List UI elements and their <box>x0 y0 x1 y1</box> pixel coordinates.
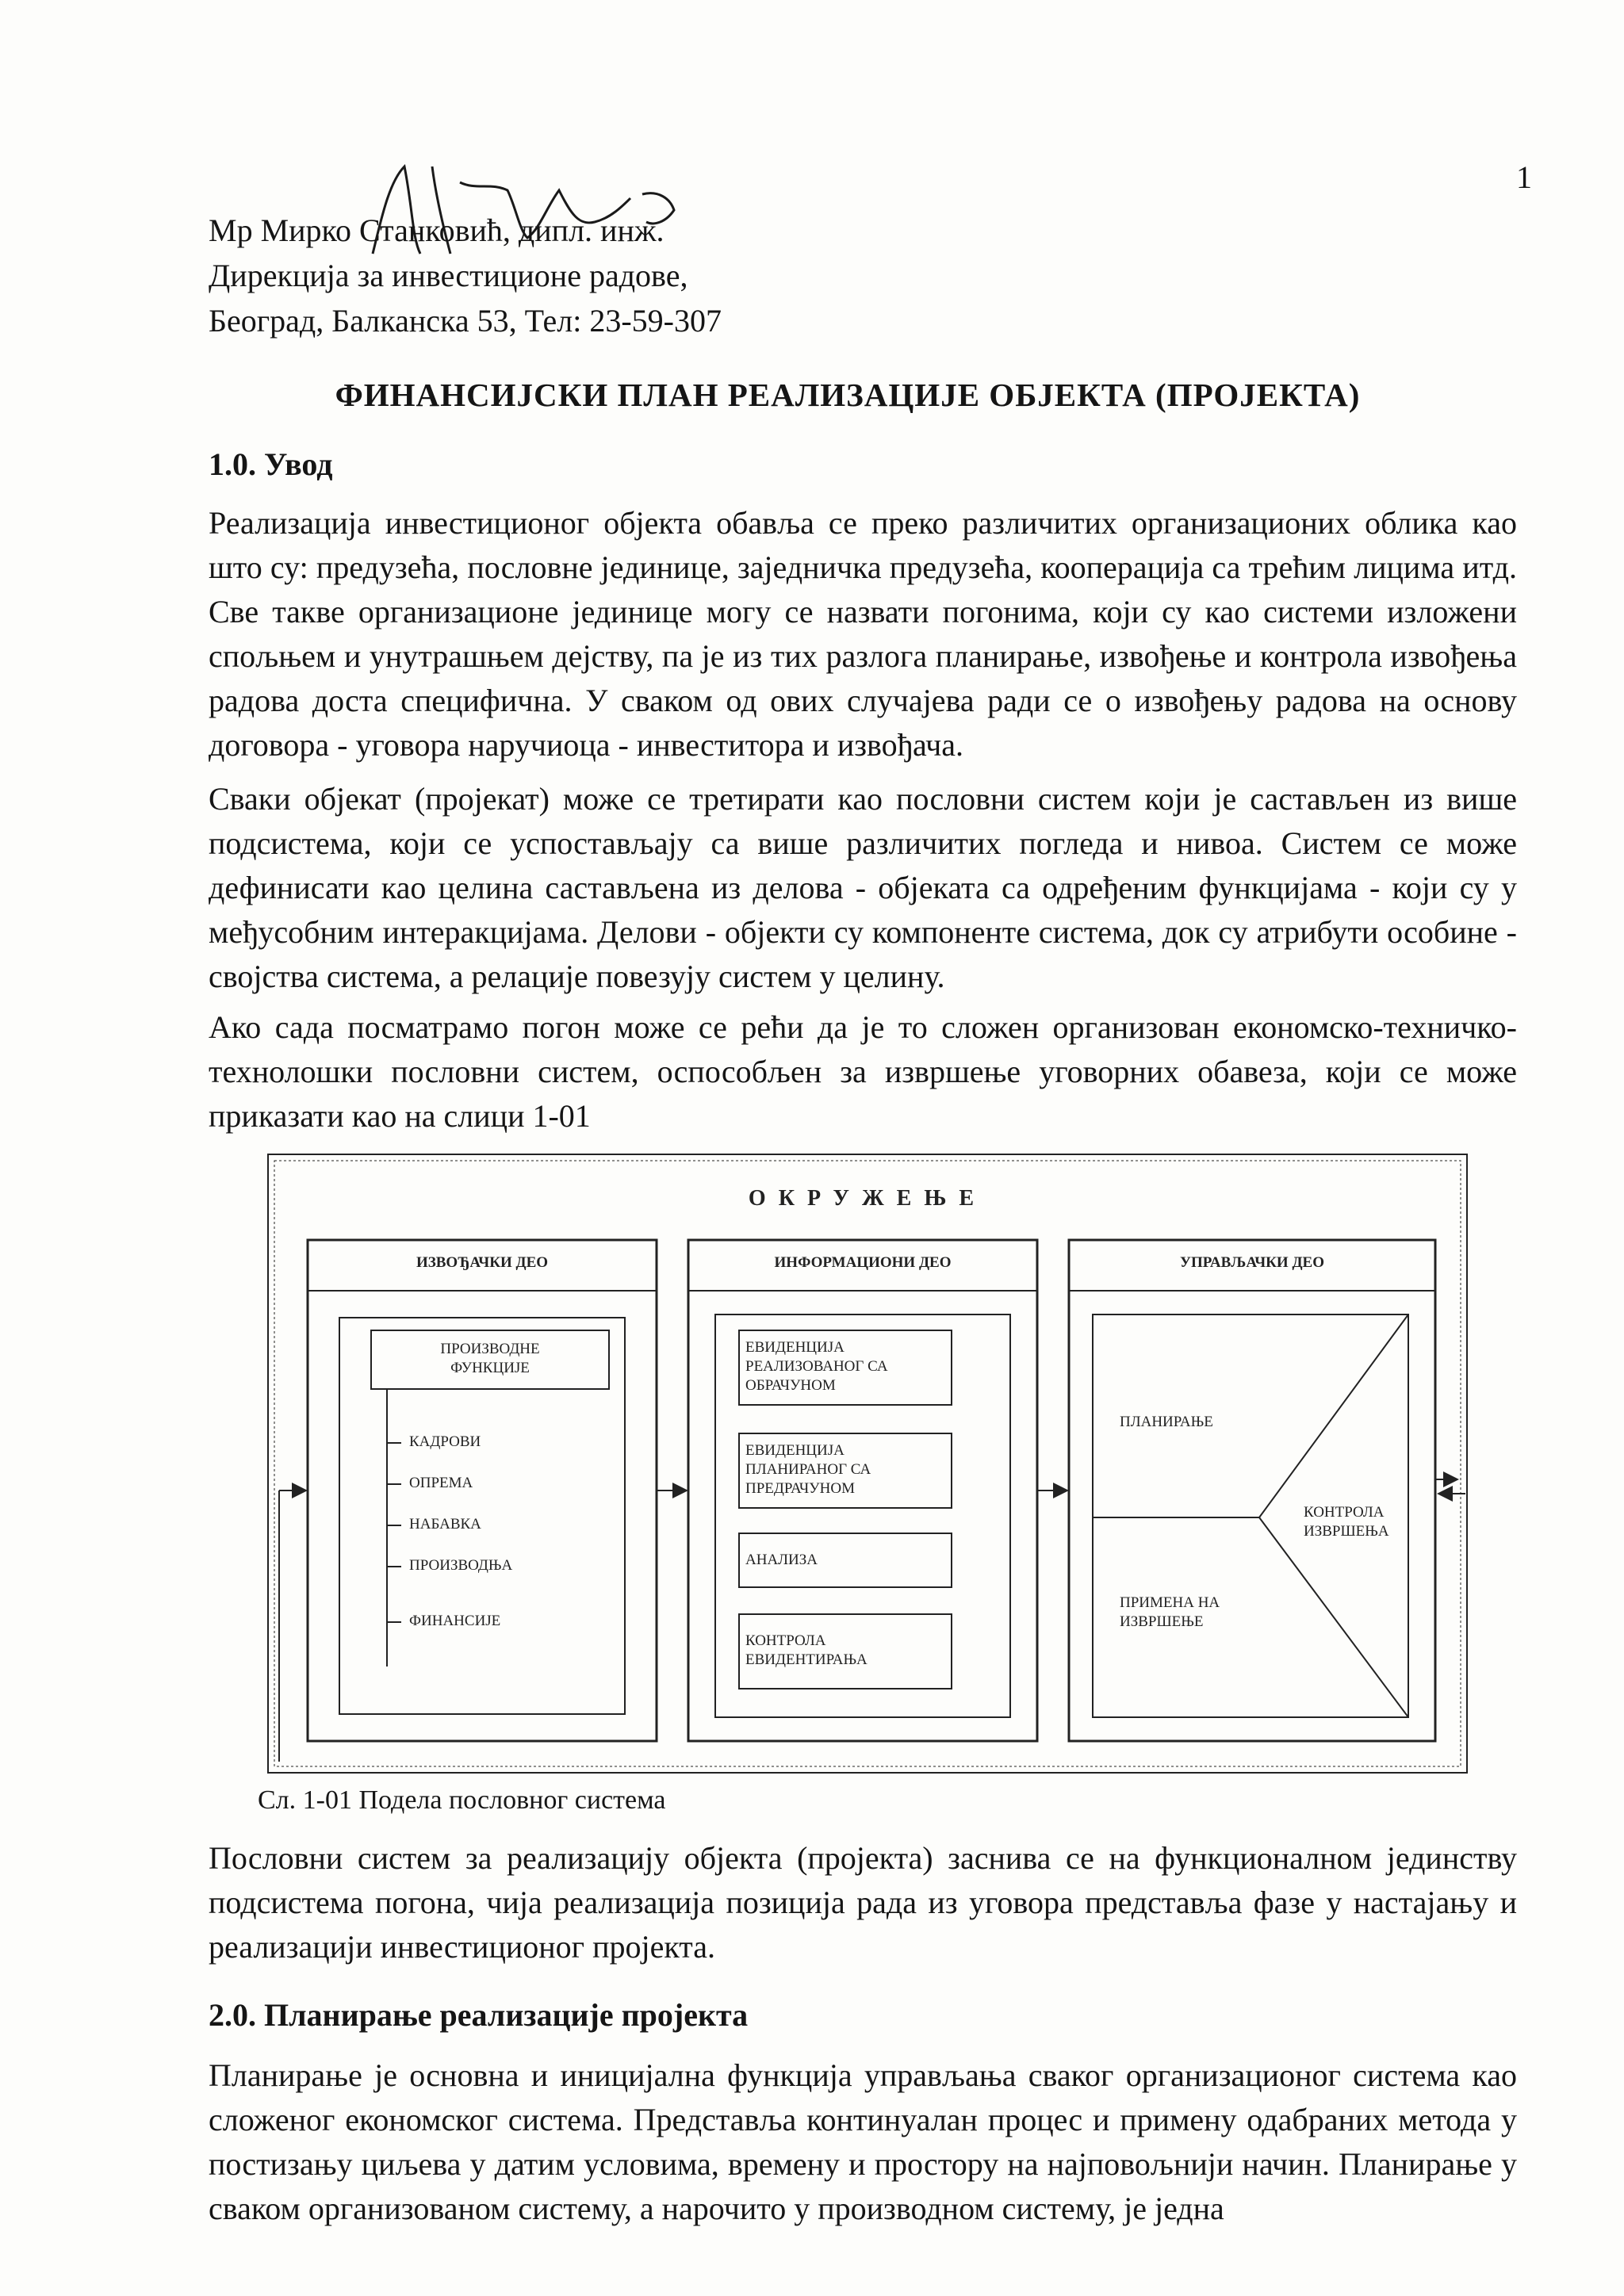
diagram-col3-title: УПРАВЉАЧКИ ДЕО <box>1180 1254 1324 1271</box>
diagram-planning: ПЛАНИРАЊЕ <box>1120 1414 1213 1430</box>
author-block <box>209 208 722 343</box>
diagram-box-control-records: КОНТРОЛА ЕВИДЕНТИРАЊА <box>745 1632 868 1668</box>
diagram-box-analysis: АНАЛИЗА <box>745 1552 818 1568</box>
paragraph-intro-1: Реализација инвестиционог објекта обавља се преко различитих организационих облика као што су: предузећа, пословне јединице, заједничка предузећа, кооперација са трећим лицима итд. Све такве организационе јединице могу се назвати погонима, који су као системи изложени спољњем и унутрашњем дејству, па је из тих разлога планирање, извођење и контрола извођења радова доста специфична. У сваком од ових случајева ради се о извођењу радова на основу договора - уговора наручиоца - инвеститора и извођача. <box>209 505 1517 763</box>
author-address: Београд, Балканска 53, Тел: 23-59-307 <box>209 303 722 339</box>
author-name: Мр Мирко Станковић, дипл. инж. <box>209 212 665 248</box>
paragraph-business-system: Пословни систем за реализацију објекта (пројекта) заснива се на функционалном јединству подсистема погона, чија реализација позиција рада из уговора представља фазе у настајању и реализацији инвестиционог пројекта. <box>209 1840 1517 1965</box>
diagram-box-realized: ЕВИДЕНЦИЈА РЕАЛИЗОВАНОГ СА ОБРАЧУНОМ <box>745 1339 888 1394</box>
business-system-diagram <box>260 1151 1475 1782</box>
section-heading-intro: 1.0. Увод <box>209 446 333 482</box>
diagram-col1-title: ИЗВОЂАЧКИ ДЕО <box>416 1254 549 1271</box>
section-heading-planning: 2.0. Планирање реализације пројекта <box>209 1997 749 2033</box>
paragraph-intro-3: Ако сада посматрамо погон може се рећи да је то сложен организован економско-техничко-технолошки пословни систем, оспособљен за извршење уговорних обавеза, који се може приказати као на слици 1-01 <box>209 1009 1517 1134</box>
paragraph-planning-1: Планирање је основна и иницијална функција управљања сваког организационог система као сложеног економског система. Представља континуалан процес и примену одабраних метода у постизању циљева у датим условима, времену и простору на најповољнији начин. Планирање у сваком организованом систему, а нарочито у производном систему, је једна <box>209 2057 1517 2226</box>
figure-caption: Сл. 1-01 Подела пословног система <box>258 1785 666 1815</box>
page-title: ФИНАНСИЈСКИ ПЛАН РЕАЛИЗАЦИЈЕ ОБЈЕКТА (ПРОЈЕКТА) <box>335 377 1361 413</box>
diagram-item-staff: КАДРОВИ <box>409 1433 481 1450</box>
diagram-applying-execution: ПРИМЕНА НА ИЗВРШЕЊЕ <box>1120 1594 1220 1630</box>
author-department: Дирекција за инвестиционе радове, <box>209 258 688 293</box>
paragraph-intro-2: Сваки објекат (пројекат) може се третирати као пословни систем који је састављен из више подсистема, који се успостављају са више различитих погледа и нивоа. Систем се може дефинисати као целина састављена из делова - објеката са одређеним функцијама - који су у међусобним интеракцијама. Делови - објекти су компоненте система, док су атрибути особине - својства система, а релације повезују систем у целину. <box>209 781 1517 994</box>
diagram-item-procurement: НАБАВКА <box>409 1516 481 1533</box>
diagram-item-finance: ФИНАНСИЈЕ <box>409 1613 501 1629</box>
diagram-item-equipment: ОПРЕМА <box>409 1475 473 1491</box>
diagram-execution-control: КОНТРОЛА ИЗВРШЕЊА <box>1304 1504 1389 1540</box>
diagram-production-functions: ПРОИЗВОДНЕ ФУНКЦИЈЕ <box>440 1341 540 1376</box>
diagram-box-planned: ЕВИДЕНЦИЈА ПЛАНИРАНОГ СА ПРЕДРАЧУНОМ <box>745 1442 871 1497</box>
diagram-environment-label: ОКРУЖЕЊЕ <box>748 1186 987 1211</box>
diagram-col2-title: ИНФОРМАЦИОНИ ДЕО <box>774 1254 952 1271</box>
page-number: 1 <box>1516 159 1532 195</box>
diagram-item-production: ПРОИЗВОДЊА <box>409 1557 513 1574</box>
